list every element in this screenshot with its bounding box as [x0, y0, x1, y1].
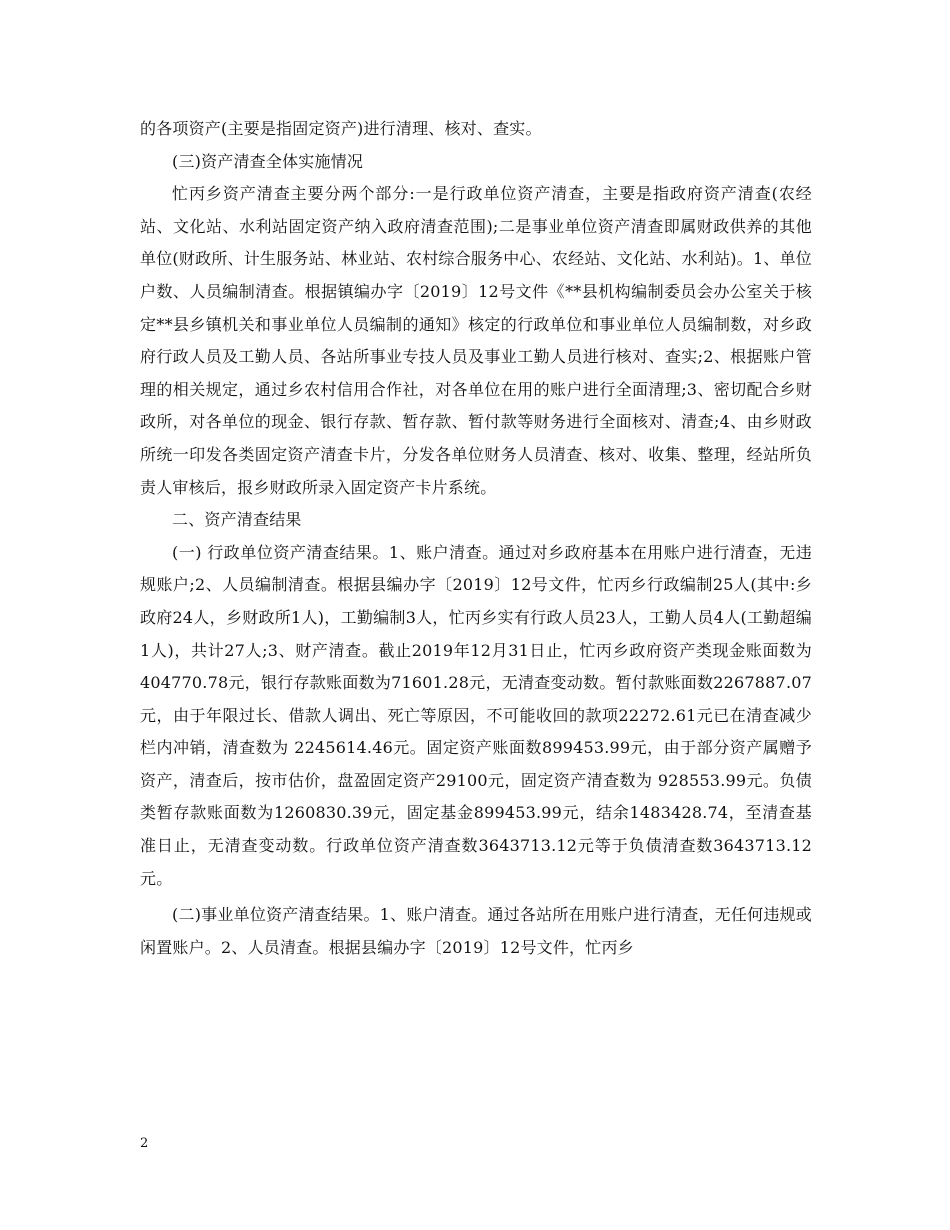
- paragraph-institution-results: (二)事业单位资产清查结果。1、账户清查。通过各站所在用账户进行清查，无任何违规或闲置账户。2、人员清查。根据县编办字〔2019〕12号文件，忙丙乡: [140, 905, 812, 957]
- section-heading-3: (三)资产清查全体实施情况: [172, 151, 364, 171]
- document-body: [140, 113, 812, 964]
- page-number: 2: [140, 1136, 149, 1151]
- paragraph-1: 的各项资产(主要是指固定资产)进行清理、核对、查实。: [140, 119, 542, 138]
- paragraph-admin-results: (一) 行政单位资产清查结果。1、账户清查。通过对乡政府基本在用账户进行清查，无违规账户;2、人员编制清查。根据县编办字〔2019〕12号文件，忙丙乡行政编制25人(其中:乡政府24人，乡财政所1人)，工勤编制3人，忙丙乡实有行政人员23人，工勤人员4人(工勤超编1人)，共计27人;3、财产清查。截止2019年12月31日止，忙丙乡政府资产类现金账面数为404770.78元，银行存款账面数为71601.28元，无清查变动数。暂付款账面数2267887.07元，由于年限过长、借款人调出、死亡等原因，不可能收回的款项22272.61元已在清查减少栏内冲销，清查数为 2245614.46元。固定资产账面数899453.99元，由于部分资产属赠予资产，清查后，按市估价，盘盈固定资产29100元，固定资产清查数为 928553.99元。负债类暂存款账面数为1260830.39元，固定基金899453.99元，结余1483428.74，至清查基准日止，无清查变动数。行政单位资产清查数3643713.12元等于负债清查数3643713.12元。: [140, 542, 812, 888]
- section-heading-results: 二、资产清查结果: [172, 510, 302, 530]
- paragraph-implementation: 忙丙乡资产清查主要分两个部分:一是行政单位资产清查，主要是指政府资产清查(农经站、文化站、水利站固定资产纳入政府清查范围);二是事业单位资产清查即属财政供养的其他单位(财政所、计生服务站、林业站、农村综合服务中心、农经站、文化站、水利站)。1、单位户数、人员编制清查。根据镇编办字〔2019〕12号文件《**县机构编制委员会办公室关于核定**县乡镇机关和事业单位人员编制的通知》核定的行政单位和事业单位人员编制数，对乡政府行政人员及工勤人员、各站所事业专技人员及事业工勤人员进行核对、查实;2、根据账户管理的相关规定，通过乡农村信用合作社，对各单位在用的账户进行全面清理;3、密切配合乡财政所，对各单位的现金、银行存款、暂存款、暂付款等财务进行全面核对、清查;4、由乡财政所统一印发各类固定资产清查卡片，分发各单位财务人员清查、核对、收集、整理，经站所负责人审核后，报乡财政所录入固定资产卡片系统。: [140, 184, 812, 497]
